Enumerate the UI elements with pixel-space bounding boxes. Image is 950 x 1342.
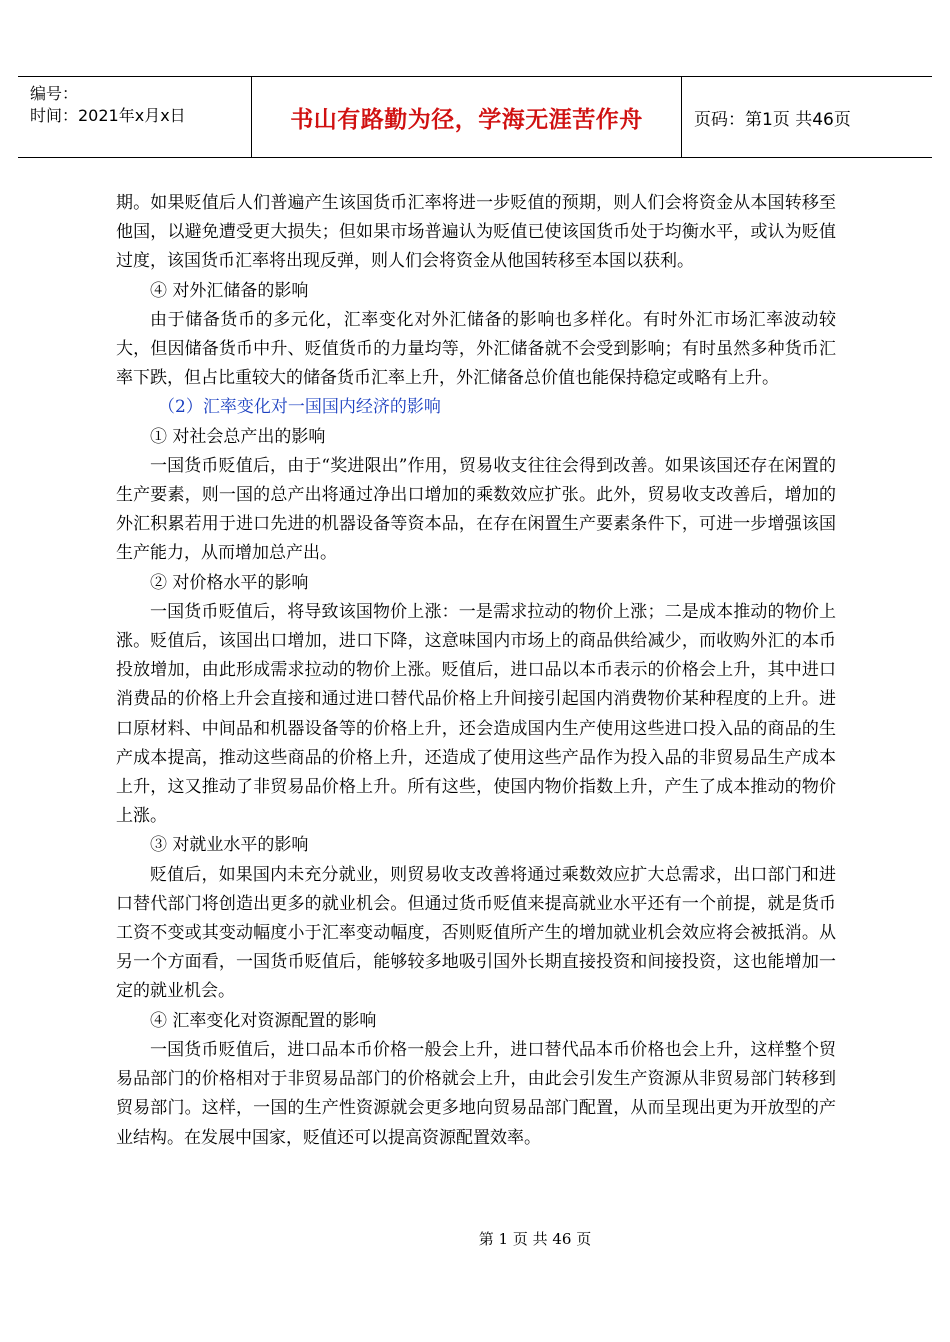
header-motto: 书山有路勤为径，学海无涯苦作舟 xyxy=(252,77,682,157)
page-header xyxy=(18,76,932,158)
header-page-info: 页码：第1页 共46页 xyxy=(694,109,851,130)
section-heading: ④ 汇率变化对资源配置的影响 xyxy=(150,1010,377,1031)
document-number-label: 编号： xyxy=(30,84,79,103)
header-meta xyxy=(18,77,252,157)
page-footer: 第 1 页 共 46 页 xyxy=(478,1230,592,1248)
chapter-heading: （2）汇率变化对一国国内经济的影响 xyxy=(158,397,441,418)
section-heading: ④ 对外汇储备的影响 xyxy=(150,280,309,301)
document-time-label: 时间：2021年x月x日 xyxy=(30,106,186,125)
paragraph: 贬值后，如果国内未充分就业，则贸易收支改善将通过乘数效应扩大总需求，出口部门和进口替代部门将创造出更多的就业机会。但通过货币贬值来提高就业水平还有一个前提，就是货币工资不变或其变动幅度小于汇率变动幅度，否则贬值所产生的增加就业机会效应将会被抵消。从另一个方面看，一国货币贬值后，能够较多地吸引国外长期直接投资和间接投资，这也能增加一定的就业机会。 xyxy=(116,864,836,1002)
section-heading: ③ 对就业水平的影响 xyxy=(150,835,309,856)
section-heading: ① 对社会总产出的影响 xyxy=(150,426,326,447)
paragraph: 一国货币贬值后，将导致该国物价上涨：一是需求拉动的物价上涨；二是成本推动的物价上涨。贬值后，该国出口增加，进口下降，这意味国内市场上的商品供给减少，而收购外汇的本币投放增加，由此形成需求拉动的物价上涨。贬值后，进口品以本币表示的价格会上升，其中进口消费品的价格上升会直接和通过进口替代品价格上升间接引起国内消费物价某种程度的上升。进口原材料、中间品和机器设备等的价格上升，还会造成国内生产使用这些进口投入品的商品的生产成本提高，推动这些商品的价格上升，还造成了使用这些产品作为投入品的非贸易品生产成本上升，这又推动了非贸易品价格上升。所有这些，使国内物价指数上升，产生了成本推动的物价上涨。 xyxy=(116,601,836,827)
paragraph: 一国货币贬值后，由于“奖进限出”作用，贸易收支往往会得到改善。如果该国还存在闲置的生产要素，则一国的总产出将通过净出口增加的乘数效应扩张。此外，贸易收支改善后，增加的外汇积累若用于进口先进的机器设备等资本品，在存在闲置生产要素条件下，可进一步增强该国生产能力，从而增加总产出。 xyxy=(116,455,836,564)
paragraph: 由于储备货币的多元化，汇率变化对外汇储备的影响也多样化。有时外汇市场汇率波动较大，但因储备货币中升、贬值货币的力量均等，外汇储备就不会受到影响；有时虽然多种货币汇率下跌，但占比重较大的储备货币汇率上升，外汇储备总价值也能保持稳定或略有上升。 xyxy=(116,309,836,389)
section-heading: ② 对价格水平的影响 xyxy=(150,572,309,593)
paragraph: 一国货币贬值后，进口品本币价格一般会上升，进口替代品本币价格也会上升，这样整个贸易品部门的价格相对于非贸易品部门的价格就会上升，由此会引发生产资源从非贸易部门转移到贸易部门。这样，一国的生产性资源就会更多地向贸易品部门配置，从而呈现出更为开放型的产业结构。在发展中国家，贬值还可以提高资源配置效率。 xyxy=(116,1039,836,1148)
document-body xyxy=(116,189,836,1153)
paragraph: 期。如果贬值后人们普遍产生该国货币汇率将进一步贬值的预期，则人们会将资金从本国转移至他国，以避免遭受更大损失；但如果市场普遍认为贬值已使该国货币处于均衡水平，或认为贬值过度，该国货币汇率将出现反弹，则人们会将资金从他国转移至本国以获利。 xyxy=(116,193,836,272)
